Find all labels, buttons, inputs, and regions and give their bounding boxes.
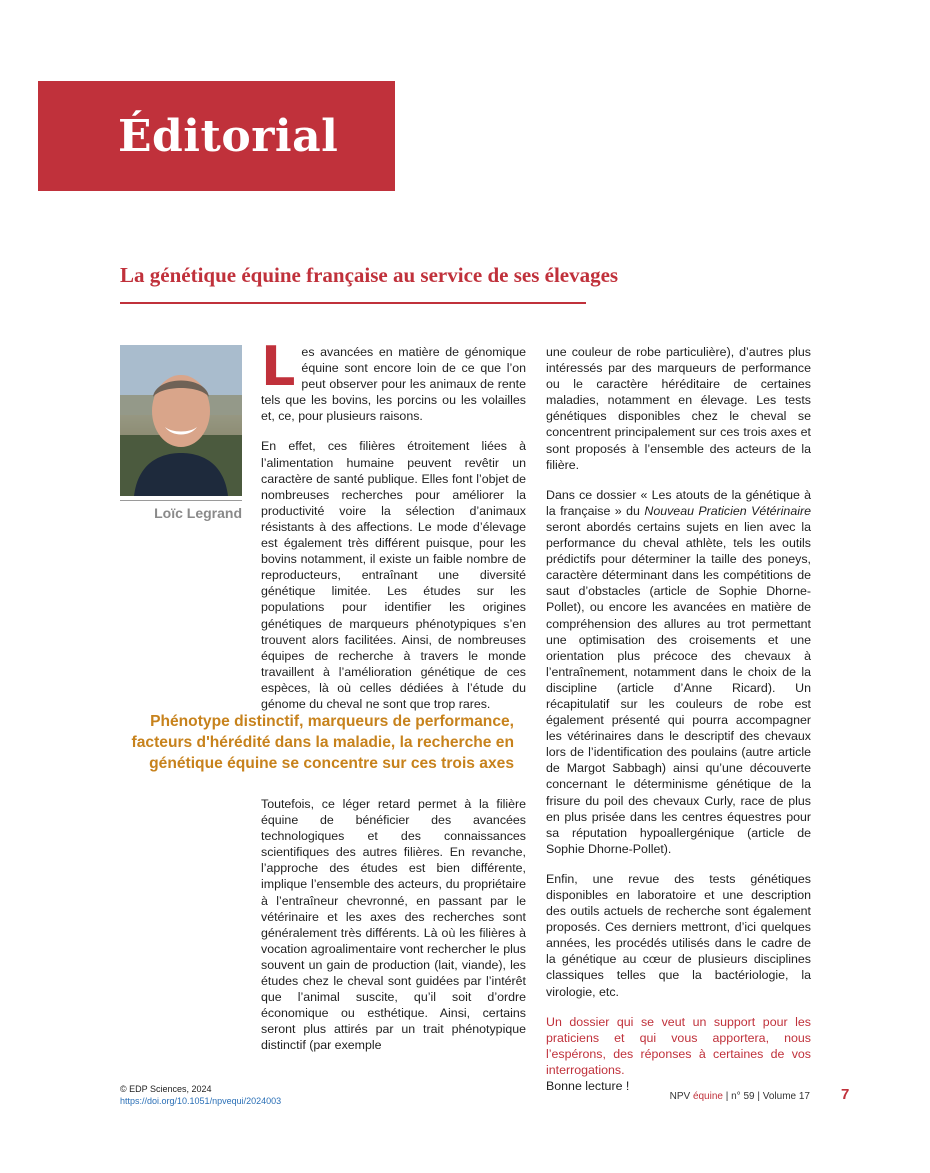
journal-brand: équine — [692, 1091, 723, 1102]
paragraph: Les avancées en matière de génomique équine sont encore loin de ce que l’on peut observer pour les animaux de rente tels que les bovins, les porcins ou les volailles et, ce, pour plusieurs raisons. — [261, 335, 526, 424]
journal-info: NPV équine | n° 59 | Volume 17 — [669, 1091, 810, 1102]
paragraph: Dans ce dossier « Les atouts de la génétique à la française » du Nouveau Praticien Vétérinaire seront abordés certains sujets en lien avec la performance du cheval athlète, tels les outils prédictifs pour déterminer la taille des poneys, caractère déterminant dans les compétitions de saut d’obstacles (article de Sophie Dhorne-Pollet), ou encore les avancées en matière de compréhension des allures au trot permettant une optimisation des croisements et une orientation plus précoce des chevaux à l’entraînement, notamment dans le choix de la discipline (article d’Anne Ricard). Un récapitulatif sur les couleurs de robe est également présenté qui pourra accompagner les vétérinaires dans le descriptif des chevaux lors de l’identification des poulains (autre article de Margot Sabbagh) ainsi qu’une découverte concernant le déterminisme génétique de la frisure du poil des chevaux Curly, race de plus en plus prisée dans les centres équestres pour sa réputation hypoallergénique (article de Sophie Dhorne-Pollet). — [546, 487, 811, 856]
closing-text: Un dossier qui se veut un support pour les praticiens et qui vous apportera, nous l’espérons, des réponses à certaines de vos interrogations. — [546, 1014, 811, 1077]
footer-left — [120, 1083, 281, 1107]
banner-title: Éditorial — [118, 111, 339, 162]
pull-quote: Phénotype distinctif, marqueurs de performance, facteurs d'hérédité dans la maladie, la recherche en génétique équine se concentre sur ces trois axes — [131, 713, 514, 772]
doi-link[interactable]: https://doi.org/10.1051/npvequi/2024003 — [120, 1096, 282, 1106]
editorial-banner — [38, 81, 395, 191]
paragraph: Toutefois, ce léger retard permet à la filière équine de bénéficier des avancées technologiques et des connaissances scientifiques des autres filières. En revanche, l’approche des études est bien différente, implique l’ensemble des acteurs, du propriétaire à l’entraîneur chevronné, en passant par le vétérinaire et les axes des recherches sont généralement très différents. Là où les filières à vocation agroalimentaire vont rechercher le plus souvent un gain de production (lait, viande), les études chez le cheval sont guidées par l’intérêt que l’animal suscite, qu’il soit d’ordre économique ou esthétique. Ainsi, certains seront plus attirés par un trait phénotypique distinctif (par exemple — [261, 797, 526, 1053]
journal-title: Nouveau Praticien Vétérinaire — [644, 503, 811, 518]
copyright: © EDP Sciences, 2024 — [120, 1084, 212, 1094]
signoff: Bonne lecture ! — [546, 1079, 630, 1094]
headline-rule — [120, 302, 586, 304]
paragraph: En effet, ces filières étroitement liées à l’alimentation humaine peuvent revêtir un caractère de santé publique. Elles font l’objet de nombreuses recherches pour améliorer la productivité voire la sélection d’animaux résistants à des affections. Le mode d’élevage est également très différent puisque, pour les bovins notamment, il existe un faible nombre de reproducteurs, entraînant une diversité génétique limitée. Les études sur les populations pour identifier les origines génétiques de marqueurs phénotypiques s’en trouvent alors facilitées. Ainsi, de nombreuses équipes de recherche à travers le monde travaillent à l’amélioration génétique de ces espèces, là où celles dédiées à l’étude du génome du cheval ne sont que trop rares. — [261, 439, 526, 711]
paragraph: une couleur de robe particulière), d’autres plus intéressés par des marqueurs de performance ou le caractère héréditaire de certaines maladies, notamment en élevage. Les tests génétiques disponibles chez le cheval se concentrent principalement sur ces trois axes et sont proposés à l’ensemble des acteurs de la filière. — [546, 345, 811, 472]
page-number: 7 — [841, 1086, 850, 1103]
column-1 — [261, 335, 526, 726]
author-photo — [120, 345, 242, 496]
article-headline: La génétique équine française au service de ses élevages — [120, 263, 619, 287]
author-caption: Loïc Legrand — [154, 505, 242, 521]
column-3 — [546, 344, 811, 1094]
drop-cap: L — [261, 335, 296, 398]
photo-rule — [120, 500, 242, 501]
column-2 — [261, 796, 526, 1068]
paragraph: Enfin, une revue des tests génétiques disponibles en laboratoire et une description des outils actuels de recherche sont également proposés. Ces derniers mettront, d’ici quelques années, les procédés utilisés dans le cadre de la génétique au cœur de plusieurs disciplines classiques telles que la bactériologie, la virologie, etc. — [546, 871, 811, 999]
closing-paragraph — [546, 1014, 811, 1094]
